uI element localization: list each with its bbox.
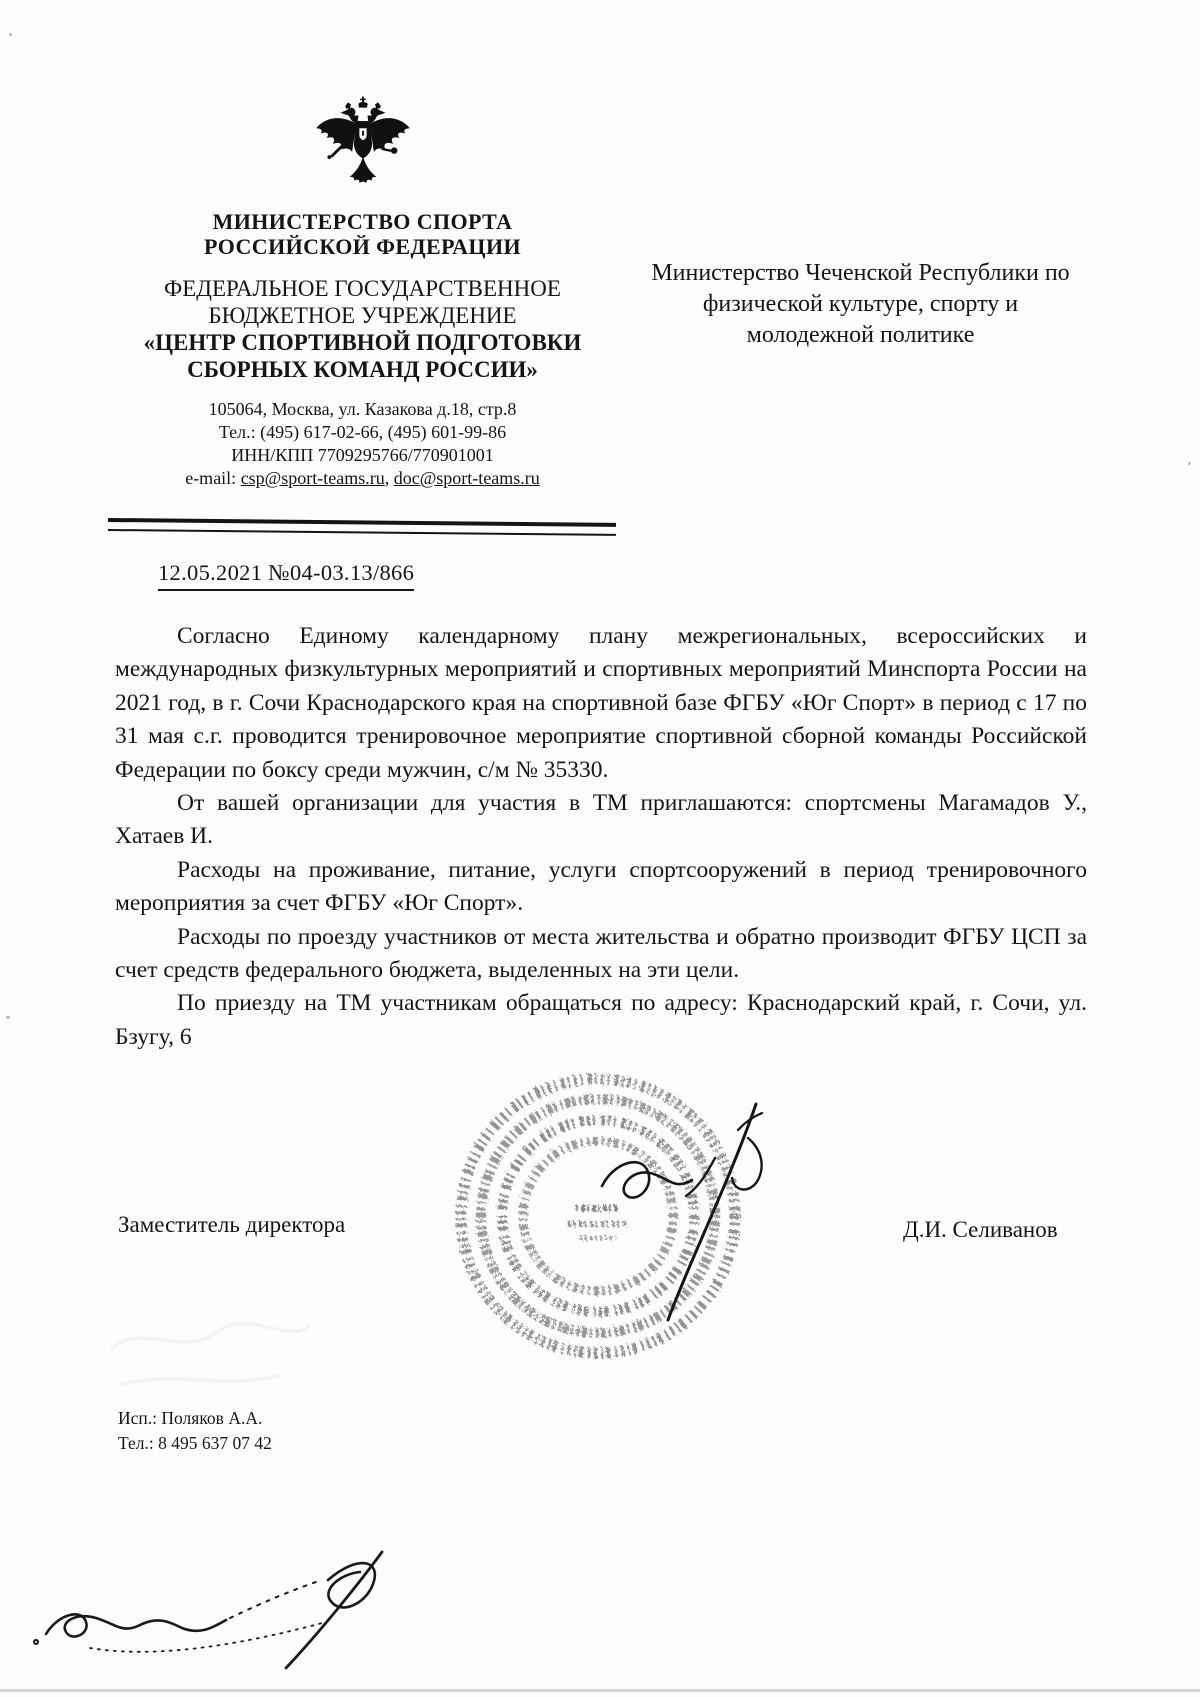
email-separator: , bbox=[384, 468, 394, 488]
letterhead-divider-rule bbox=[108, 518, 616, 536]
recipient-block bbox=[628, 258, 1093, 351]
email-label: e-mail: bbox=[185, 468, 241, 488]
recipient-line2: физической культуре, спорту и bbox=[702, 291, 1019, 317]
recipient-line1: Министерство Чеченской Республики по bbox=[651, 260, 1070, 286]
signer-position-title: Заместитель директора bbox=[118, 1212, 346, 1237]
paragraph-3: Расходы на проживание, питание, услуги спортсооружений в период тренировочного мероприятия за счет ФГБУ «Юг Спорт». bbox=[115, 856, 1087, 917]
executor-name: Исп.: Поляков А.А. bbox=[118, 1408, 263, 1428]
email-address-1: csp@sport-teams.ru bbox=[240, 468, 385, 488]
org-name-line2: БЮДЖЕТНОЕ УЧРЕЖДЕНИЕ bbox=[208, 303, 517, 328]
signer-name: Д.И. Селиванов bbox=[903, 1217, 1058, 1242]
org-name-line1: ФЕДЕРАЛЬНОЕ ГОСУДАРСТВЕННОЕ bbox=[164, 276, 561, 301]
faint-scan-smudge bbox=[100, 1290, 320, 1400]
org-email-line bbox=[95, 467, 630, 490]
letter-date-number: 12.05.2021 №04-03.13/866 bbox=[158, 560, 414, 591]
executor-block bbox=[118, 1406, 272, 1456]
org-contact-block bbox=[95, 398, 630, 490]
org-name-line3: «ЦЕНТР СПОРТИВНОЙ ПОДГОТОВКИ bbox=[143, 330, 582, 355]
paragraph-2: От вашей организации для участия в ТМ приглашаются: спортсмены Магамадов У., Хатаев И. bbox=[115, 790, 1087, 850]
org-name-line4: СБОРНЫХ КОМАНД РОССИИ» bbox=[187, 357, 538, 382]
bottom-handwritten-signature-icon bbox=[28, 1536, 468, 1691]
paragraph-4: Расходы по проезду участников от места жительства и обратно производит ФГБУ ЦСП за счет средств федерального бюджета, выделенных на эти цели. bbox=[115, 923, 1087, 984]
scan-speck bbox=[6, 1016, 10, 1019]
org-address: 105064, Москва, ул. Казакова д.18, стр.8 bbox=[208, 399, 517, 419]
executor-phone: Тел.: 8 495 637 07 42 bbox=[118, 1433, 272, 1453]
letterhead bbox=[95, 92, 630, 490]
org-phones: Тел.: (495) 617-02-66, (495) 601-99-86 bbox=[218, 422, 507, 442]
org-inn-kpp: ИНН/КПП 7709295766/770901001 bbox=[231, 445, 494, 465]
scan-speck bbox=[9, 33, 12, 36]
coat-of-arms-icon bbox=[311, 92, 415, 204]
organization-name bbox=[95, 275, 630, 383]
scan-bottom-edge bbox=[0, 1689, 1200, 1692]
ministry-name-line1: МИНИСТЕРСТВО СПОРТА bbox=[212, 209, 513, 234]
paragraph-5: По приезду на ТМ участникам обращаться по адресу: Краснодарский край, г. Сочи, ул. Бзугу, 6 bbox=[115, 990, 1087, 1050]
letter-body bbox=[115, 620, 1087, 1054]
scan-speck bbox=[1188, 462, 1191, 465]
ministry-name-line2: РОССИЙСКОЙ ФЕДЕРАЦИИ bbox=[204, 234, 521, 259]
handwritten-signature-icon bbox=[588, 1068, 828, 1358]
paragraph-1: Согласно Единому календарному плану межрегиональных, всероссийских и международных физкультурных мероприятий и спортивных мероприятий Минспорта России на 2021 год, в г. Сочи Краснодарского края на спортивной базе ФГБУ «Юг Спорт» в период с 17 по 31 мая с.г. проводится тренировочное мероприятие спортивной сборной команды Российской Федерации по боксу среди мужчин, с/м № 35330. bbox=[115, 623, 1087, 783]
email-address-2: doc@sport-teams.ru bbox=[393, 468, 540, 488]
recipient-line3: молодежной политике bbox=[746, 322, 975, 348]
